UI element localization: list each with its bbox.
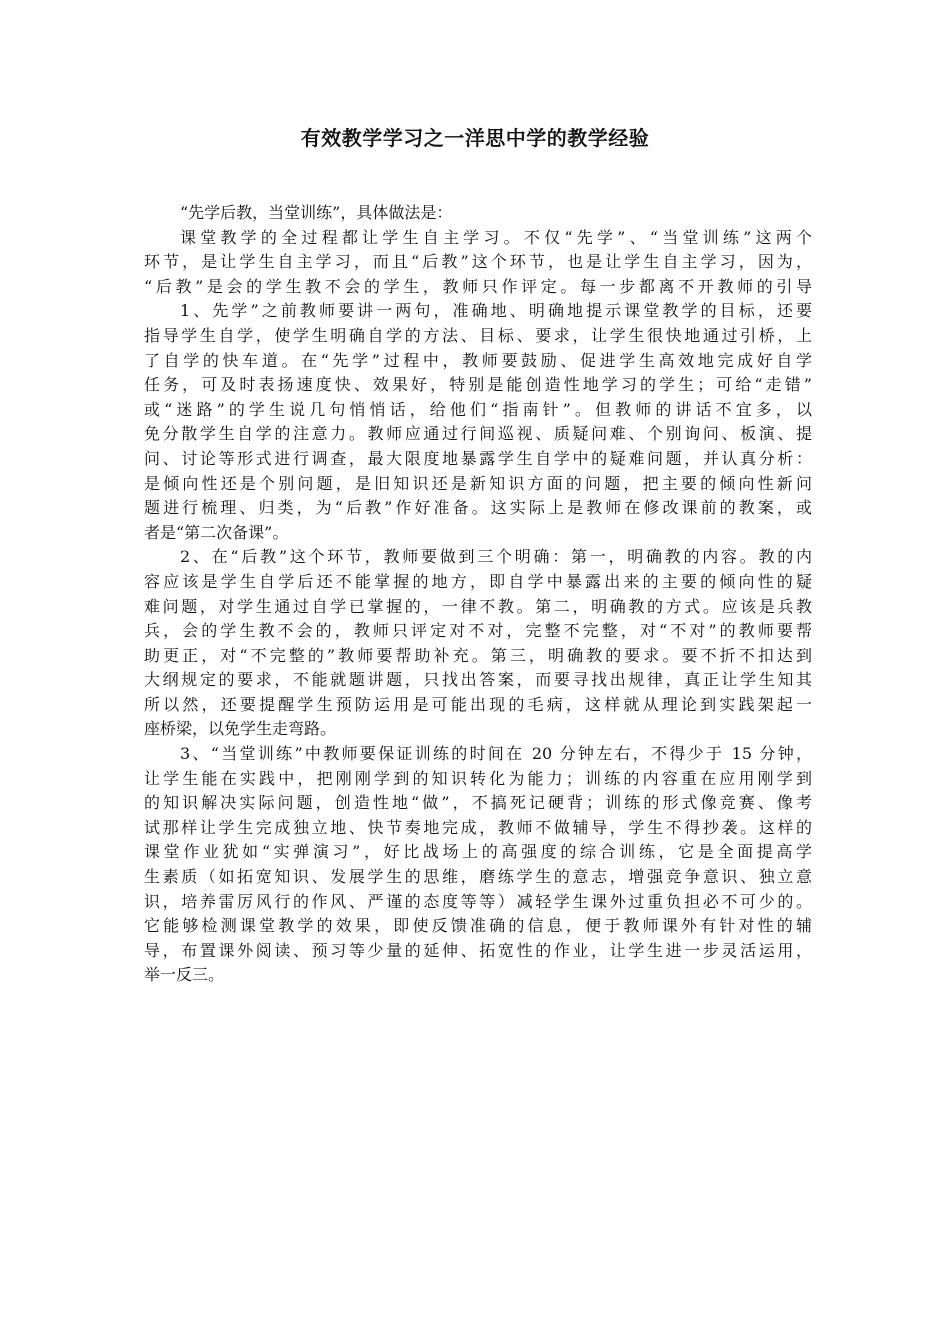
body-line: 环节，是让学生自主学习，而且“后教”这个环节，也是让学生自主学习，因为， [144, 252, 812, 272]
body-line: 的知识解决实际问题，创造性地“做”，不搞死记硬背；训练的形式像竞赛、像考 [144, 793, 812, 813]
body-line: 课堂教学的全过程都让学生自主学习。不仅“先学”、“当堂训练”这两个 [180, 227, 812, 247]
body-line: 者是“第二次备课”。 [144, 522, 289, 542]
body-line: 难问题，对学生通过自学已掌握的，一律不教。第二，明确教的方式。应该是兵教 [144, 596, 812, 616]
body-line: 助更正，对“不完整的”教师要帮助补充。第三，明确教的要求。要不折不扣达到 [144, 645, 812, 665]
body-line: “后教”是会的学生教不会的学生，教师只作评定。每一步都离不开教师的引导 [144, 276, 812, 296]
body-line: 导，布置课外阅读、预习等少量的延伸、拓宽性的作业，让学生进一步灵活运用， [144, 940, 812, 960]
body-line: 2、在“后教”这个环节，教师要做到三个明确：第一，明确教的内容。教的内 [180, 547, 812, 567]
body-line: 3、“当堂训练”中教师要保证训练的时间在 20 分钟左右，不得少于 15 分钟， [180, 744, 812, 764]
body-line: 识，培养雷厉风行的作风、严谨的态度等等）减轻学生课外过重负担必不可少的。 [144, 891, 812, 911]
body-line: 容应该是学生自学后还不能掌握的地方，即自学中暴露出来的主要的倾向性的疑 [144, 571, 812, 591]
body-line: 生素质（如拓宽知识、发展学生的思维，磨练学生的意志，增强竞争意识、独立意 [144, 867, 812, 887]
body-line: 举一反三。 [144, 965, 225, 985]
body-line: 兵，会的学生教不会的，教师只评定对不对，完整不完整，对“不对”的教师要帮 [144, 621, 812, 641]
body-line: “先学后教，当堂训练”，具体做法是： [180, 203, 453, 222]
body-line: 座桥梁，以免学生走弯路。 [144, 719, 337, 739]
body-line: 了自学的快车道。在“先学”过程中，教师要鼓励、促进学生高效地完成好自学 [144, 350, 812, 370]
body-line: 它能够检测课堂教学的效果，即使反馈准确的信息，便于教师课外有针对性的辅 [144, 916, 812, 936]
body-line: 试那样让学生完成独立地、快节奏地完成，教师不做辅导，学生不得抄袭。这样的 [144, 817, 812, 837]
body-line: 题进行梳理、归类，为“后教”作好准备。这实际上是教师在修改课前的教案，或 [144, 498, 812, 518]
body-line: 课堂作业犹如“实弹演习”，好比战场上的高强度的综合训练，它是全面提高学 [144, 842, 812, 862]
body-line: 大纲规定的要求，不能就题讲题，只找出答案，而要寻找出规律，真正让学生知其 [144, 670, 812, 690]
body-line: 免分散学生自学的注意力。教师应通过行间巡视、质疑问难、个别询问、板演、提 [144, 424, 812, 444]
document-title: 有效教学学习之一洋思中学的教学经验 [300, 126, 650, 150]
document-body [144, 201, 812, 988]
body-line: 1、先学”之前教师要讲一两句，准确地、明确地提示课堂教学的目标，还要 [180, 301, 812, 321]
body-line: 让学生能在实践中，把刚刚学到的知识转化为能力；训练的内容重在应用刚学到 [144, 768, 812, 788]
body-line: 是倾向性还是个别问题，是旧知识还是新知识方面的问题，把主要的倾向性新问 [144, 473, 812, 493]
body-line: 或“迷路”的学生说几句悄悄话，给他们“指南针”。但教师的讲话不宜多，以 [144, 399, 812, 419]
body-line: 所以然，还要提醒学生预防运用是可能出现的毛病，这样就从理论到实践架起一 [144, 694, 812, 714]
body-line: 指导学生自学，使学生明确自学的方法、目标、要求，让学生很快地通过引桥，上 [144, 325, 812, 345]
body-line: 问、讨论等形式进行调查，最大限度地暴露学生自学中的疑难问题，并认真分析： [144, 448, 812, 468]
body-line: 任务，可及时表扬速度快、效果好，特别是能创造性地学习的学生；可给“走错” [144, 375, 812, 395]
